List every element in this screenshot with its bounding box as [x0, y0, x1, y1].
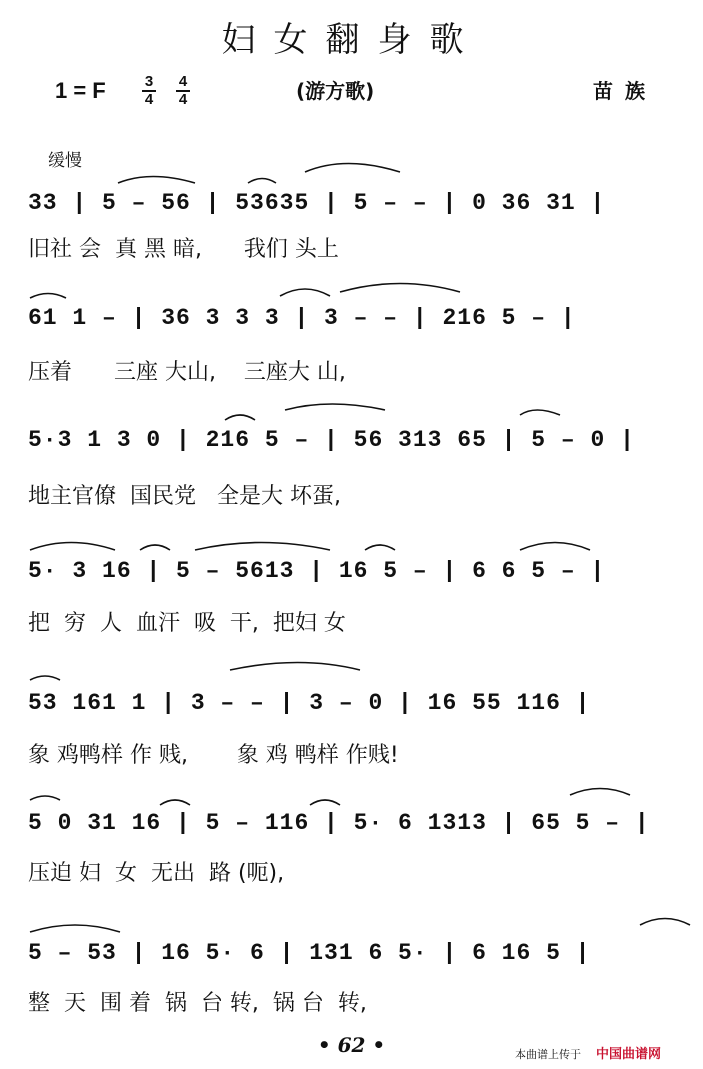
notation-line: 5· 3 16 | 5 – 5613 | 16 5 – | 6 6 5 – | [28, 558, 606, 584]
song-subtitle: (游方歌) [296, 79, 375, 103]
notation-line: 33 | 5 – 56 | 53635 | 5 – – | 0 36 31 | [28, 190, 606, 216]
slur-arc [30, 294, 66, 299]
time-sig-numerator: 4 [176, 74, 190, 92]
slur-arc [305, 164, 400, 173]
site-watermark: 中国曲谱网 [596, 1047, 662, 1062]
lyric-line: 把 穷 人 血汗 吸 干, 把妇 女 [28, 611, 346, 636]
notation-line: 53 161 1 | 3 – – | 3 – 0 | 16 55 116 | [28, 690, 591, 716]
slur-arc [340, 284, 460, 293]
slur-arc [285, 404, 385, 410]
time-sig-numerator: 3 [142, 74, 156, 92]
slur-arc [570, 789, 630, 796]
lyric-line: 整 天 围 着 锅 台 转, 锅 台 转, [28, 991, 367, 1016]
slur-arc [280, 289, 330, 296]
slur-arc [140, 545, 170, 550]
slur-arc [30, 925, 120, 932]
slur-arc [640, 919, 690, 926]
key-signature: 1 = F [55, 78, 106, 103]
slur-arc [248, 179, 276, 184]
slur-arc [230, 663, 360, 671]
notation-line: 5 – 53 | 16 5· 6 | 131 6 5· | 6 16 5 | [28, 940, 591, 966]
slur-arc [520, 410, 560, 415]
slur-arc [118, 177, 195, 184]
slur-arc [30, 796, 60, 800]
notation-line: 5 0 31 16 | 5 – 116 | 5· 6 1313 | 65 5 – | [28, 810, 650, 836]
lyric-line: 压迫 妇 女 无出 路 (呃), [28, 861, 285, 886]
slur-arc [195, 543, 330, 551]
slur-arc [225, 415, 255, 420]
time-sig-denominator: 4 [178, 91, 188, 108]
slur-arc [520, 543, 590, 551]
lyric-line: 压着 三座 大山, 三座大 山, [28, 360, 346, 385]
slur-arc [30, 543, 115, 551]
time-sig-denominator: 4 [144, 91, 154, 108]
lyric-line: 地主官僚 国民党 全是大 坏蛋, [28, 484, 341, 509]
song-title: 妇女翻身歌 [221, 20, 482, 60]
slur-arc [310, 800, 340, 805]
notation-line: 5·3 1 3 0 | 216 5 – | 56 313 65 | 5 – 0 | [28, 427, 635, 453]
slur-arc [365, 545, 395, 550]
slur-arc [160, 800, 190, 805]
lyric-line: 旧社 会 真 黑 暗, 我们 头上 [28, 237, 339, 262]
ethnicity-label: 苗族 [593, 79, 657, 103]
slur-arc [30, 676, 60, 680]
tempo-marking: 缓慢 [48, 151, 82, 171]
lyric-line: 象 鸡鸭样 作 贱, 象 鸡 鸭样 作贱! [28, 743, 399, 768]
upload-credit: 本曲谱上传于 [515, 1048, 581, 1061]
notation-line: 61 1 – | 36 3 3 3 | 3 – – | 216 5 – | [28, 305, 576, 331]
page-number: • 62 • [317, 1033, 386, 1057]
